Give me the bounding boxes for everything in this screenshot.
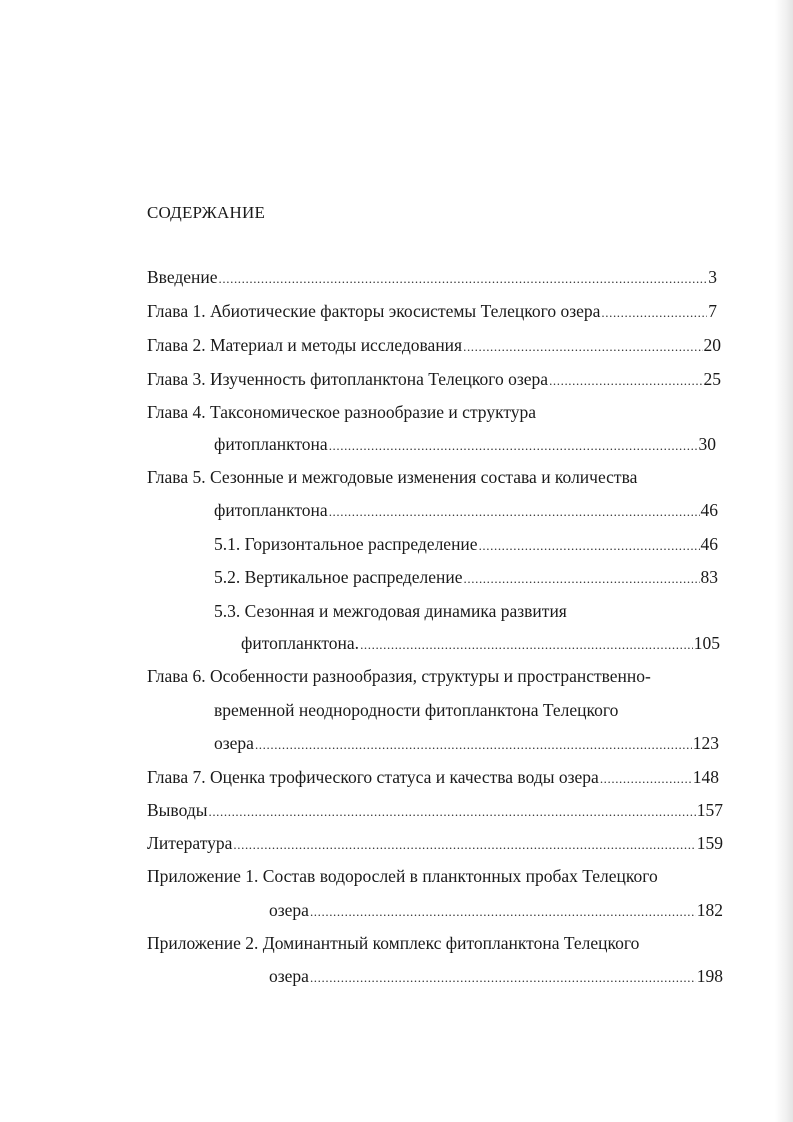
toc-entry-conclusions [147,800,723,822]
toc-entry-label: Глава 1. Абиотические факторы экосистемы Телецкого озера [147,301,601,321]
toc-leader-dots [601,303,707,323]
toc-entry-label: фитопланктона [214,500,328,520]
toc-entry-label: Приложение 2. Доминантный комплекс фитопланктона Телецкого [147,933,640,953]
toc-leader-dots [360,635,693,655]
toc-leader-dots [479,536,700,556]
toc-leader-dots [219,269,708,289]
toc-page-number: 198 [696,966,723,986]
toc-leader-dots [329,436,698,456]
toc-entry-section-5-1 [214,534,718,556]
toc-leader-dots [463,337,702,357]
toc-entry-chapter-3 [147,369,721,391]
toc-page-number: 7 [708,301,717,321]
toc-page-number: 159 [696,833,723,853]
toc-entry-section-5-3 [214,601,567,621]
toc-entry-label: Глава 7. Оценка трофического статуса и качества воды озера [147,767,599,787]
toc-entry-chapter-1 [147,301,717,323]
toc-page-number: 20 [703,335,721,355]
toc-page-number: 30 [698,434,716,454]
toc-leader-dots [549,371,702,391]
toc-entry-label: озера [214,733,254,753]
toc-leader-dots [329,502,700,522]
toc-entry-appendix-2-cont [269,966,723,988]
toc-entry-appendix-2 [147,933,639,953]
toc-leader-dots [310,968,696,988]
toc-entry-chapter-5-cont [214,500,718,522]
toc-entry-appendix-1 [147,866,658,886]
toc-entry-chapter-6 [147,666,651,686]
toc-entry-chapter-7 [147,767,719,789]
toc-entry-label: 5.1. Горизонтальное распределение [214,534,478,554]
toc-page-number: 46 [700,500,718,520]
toc-entry-label: Глава 2. Материал и методы исследования [147,335,463,355]
toc-entry-label: Глава 6. Особенности разнообразия, структуры и пространственно- [147,666,651,686]
toc-page-number: 46 [700,534,718,554]
toc-entry-literature [147,833,723,855]
toc-entry-section-5-3-cont [241,633,720,655]
toc-entry-label: фитопланктона [214,434,328,454]
toc-page-number: 83 [700,567,718,587]
toc-entry-label: фитопланктона. [241,633,360,653]
page-title: СОДЕРЖАНИЕ [147,203,266,222]
toc-entry-label: Приложение 1. Состав водорослей в планктонных пробах Телецкого [147,866,658,886]
toc-entry-chapter-4-cont [214,434,716,456]
toc-page-number: 3 [708,267,717,287]
toc-entry-chapter-2 [147,335,721,357]
toc-entry-label: Введение [147,267,218,287]
toc-page-number: 157 [696,800,723,820]
toc-entry-chapter-4 [147,402,536,422]
toc-page-number: 182 [696,900,723,920]
toc-entry-label: временной неоднородности фитопланктона Телецкого [214,700,619,720]
toc-entry-label: 5.2. Вертикальное распределение [214,567,463,587]
toc-page-number: 105 [693,633,720,653]
toc-entry-chapter-6-line-2 [214,700,618,720]
toc-leader-dots [464,569,700,589]
toc-entry-label: Глава 4. Таксономическое разнообразие и структура [147,402,537,422]
toc-leader-dots [255,735,692,755]
toc-entry-label: озера [269,900,309,920]
toc-entry-chapter-5 [147,467,637,487]
toc-entry-label: Глава 5. Сезонные и межгодовые изменения состава и количества [147,467,638,487]
toc-entry-introduction [147,267,717,289]
toc-page-number: 25 [703,369,721,389]
toc-leader-dots [600,769,692,789]
toc-entry-label: Глава 3. Изученность фитопланктона Телецкого озера [147,369,549,389]
toc-leader-dots [233,835,695,855]
toc-entry-label: озера [269,966,309,986]
toc-page-number: 148 [692,767,719,787]
toc-entry-section-5-2 [214,567,718,589]
toc-page-number: 123 [692,733,719,753]
toc-entry-label: Выводы [147,800,208,820]
toc-leader-dots [208,802,695,822]
toc-entry-chapter-6-line-3 [214,733,719,755]
toc-entry-appendix-1-cont [269,900,723,922]
toc-leader-dots [310,902,696,922]
toc-entry-label: 5.3. Сезонная и межгодовая динамика развития [214,601,567,621]
toc-entry-label: Литература [147,833,233,853]
